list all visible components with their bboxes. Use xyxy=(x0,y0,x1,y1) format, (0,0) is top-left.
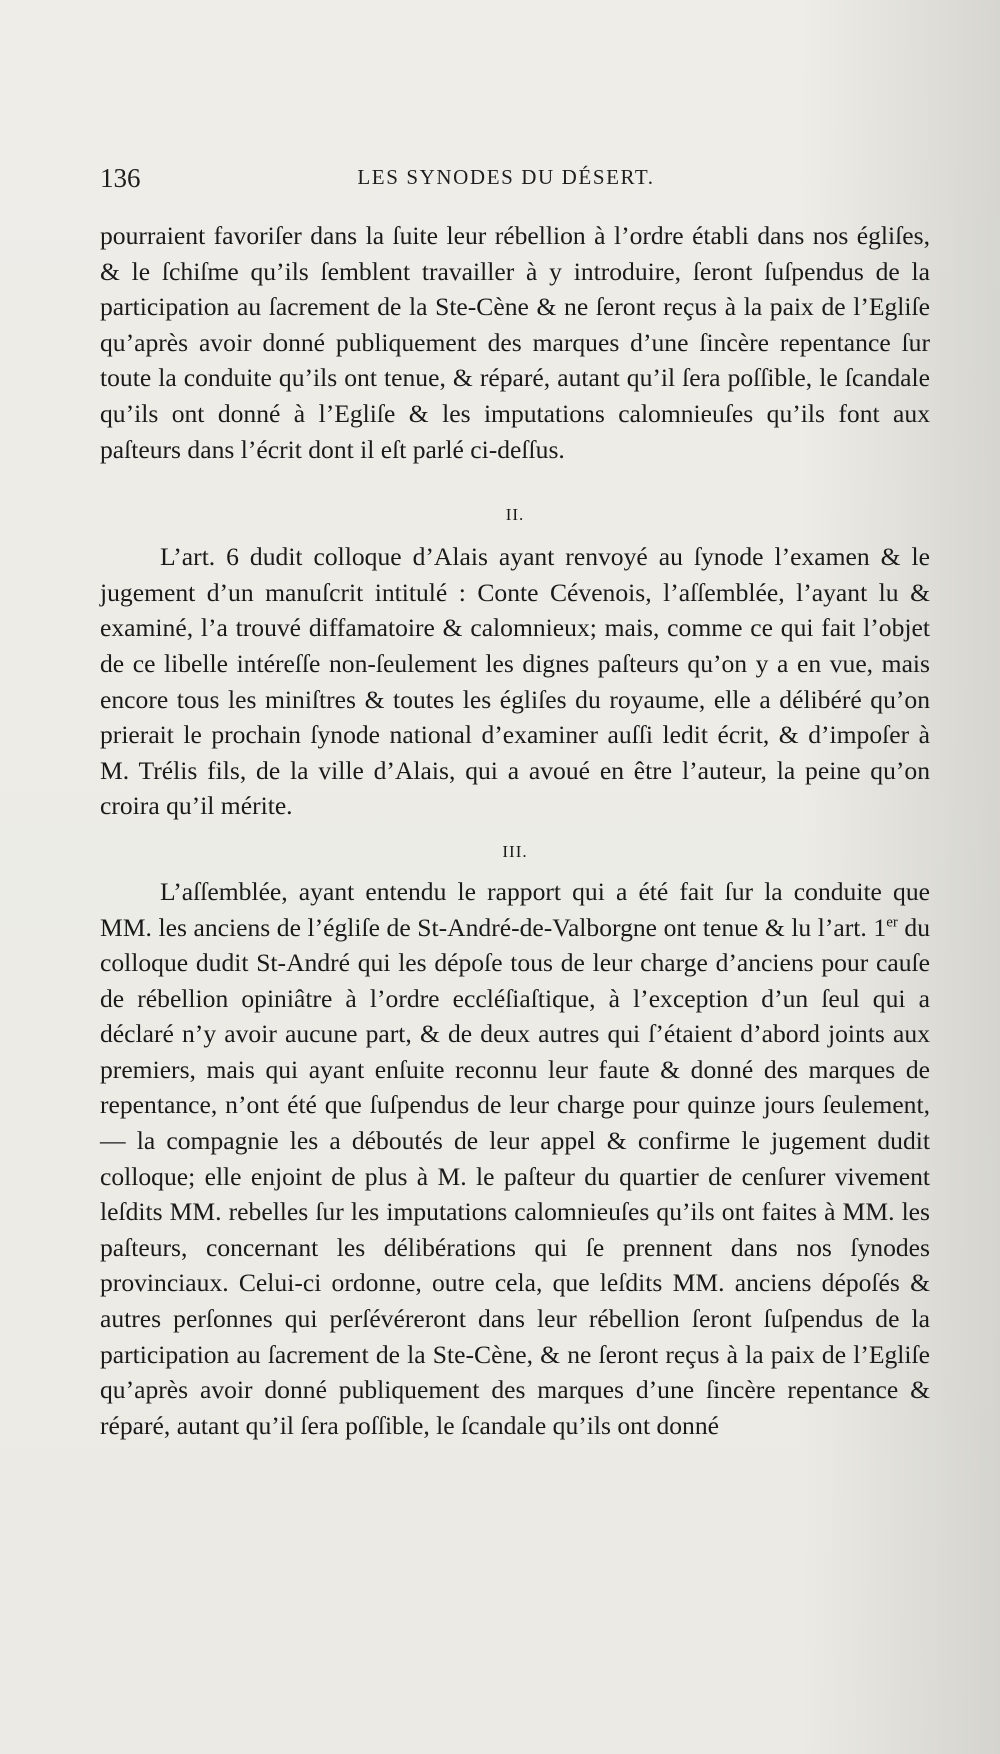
ordinal-superscript: er xyxy=(886,913,898,930)
paragraph-iii xyxy=(100,874,930,1444)
paragraph-ii: L’art. 6 dudit colloque d’Alais ayant renvoyé au ſynode l’examen & le jugement d’un manuſcrit intitulé : Conte Cévenois, l’aſſemblée, l’ayant lu & examiné, l’a trouvé diffamatoire & calomnieux; mais, comme ce qui fait l’objet de ce libelle intéreſſe non-ſeulement les dignes paſteurs qu’on y a en vue, mais encore tous les miniſtres & toutes les égliſes du royaume, elle a délibéré qu’on prierait le prochain ſynode national d’examiner auſſi ledit écrit, & d’impoſer à M. Trélis fils, de la ville d’Alais, qui a avoué en être l’auteur, la peine qu’on croira qu’il mérite. xyxy=(100,542,930,821)
body-text xyxy=(100,218,930,1443)
paragraph-iii-rest: du colloque dudit St-André qui les dépoſe tous de leur charge d’anciens pour cauſe de rébellion opiniâtre à l’ordre eccléſiaſtique, à l’exception d’un ſeul qui a déclaré n’y avoir aucune part, & de deux autres qui ſ’étaient d’abord joints aux premiers, mais qui ayant enſuite reconnu leur faute & donné des marques de repentance, n’ont été que ſuſpendus de leur charge pour quinze jours ſeulement, — la compagnie les a déboutés de leur appel & confirme le jugement dudit colloque; elle enjoint de plus à M. le paſteur du quartier de cenſurer vivement leſdits MM. rebelles ſur les imputations calomnieuſes qu’ils ont faites à MM. les paſteurs, concernant les délibérations qui ſe prennent dans nos ſynodes provinciaux. Celui-ci ordonne, outre cela, que leſdits MM. anciens dépoſés & autres perſonnes qui perſévéreront dans leur rébellion ſeront ſuſpendus de la participation au ſacrement de la Ste-Cène, & ne ſeront reçus à la paix de l’Egliſe qu’après avoir donné publiquement des marques d’une ſincère repentance & réparé, autant qu’il ſera poſſible, le ſcandale qu’ils ont donné xyxy=(100,912,931,1440)
section-heading-iii: III. xyxy=(502,841,528,861)
page-number: 136 xyxy=(100,163,141,193)
paragraph-continued: pourraient favoriſer dans la ſuite leur rébellion à l’ordre établi dans nos égliſes, & le ſchiſme qu’ils ſemblent travailler à y introduire, ſeront ſuſpendus de la participation au ſacrement de la Ste-Cène & ne ſeront reçus à la paix de l’Egliſe qu’après avoir donné publiquement des marques d’une ſincère repentance ſur toute la conduite qu’ils ont tenue, & réparé, autant qu’il ſera poſſible, le ſcandale qu’ils ont donné à l’Egliſe & les imputations calomnieuſes qu’ils font aux paſteurs dans l’écrit dont il eſt parlé ci-deſſus. xyxy=(100,221,930,464)
running-title: LES SYNODES DU DÉSERT. xyxy=(357,165,655,189)
page-header xyxy=(100,163,912,203)
paragraph-iii-start: L’aſſemblée, ayant entendu le rapport qui a été fait ſur la conduite que MM. les anciens de l’égliſe de St-André-de-Valborgne ont tenue & lu l’art. 1 xyxy=(100,876,930,942)
section-heading-ii: II. xyxy=(505,505,525,525)
